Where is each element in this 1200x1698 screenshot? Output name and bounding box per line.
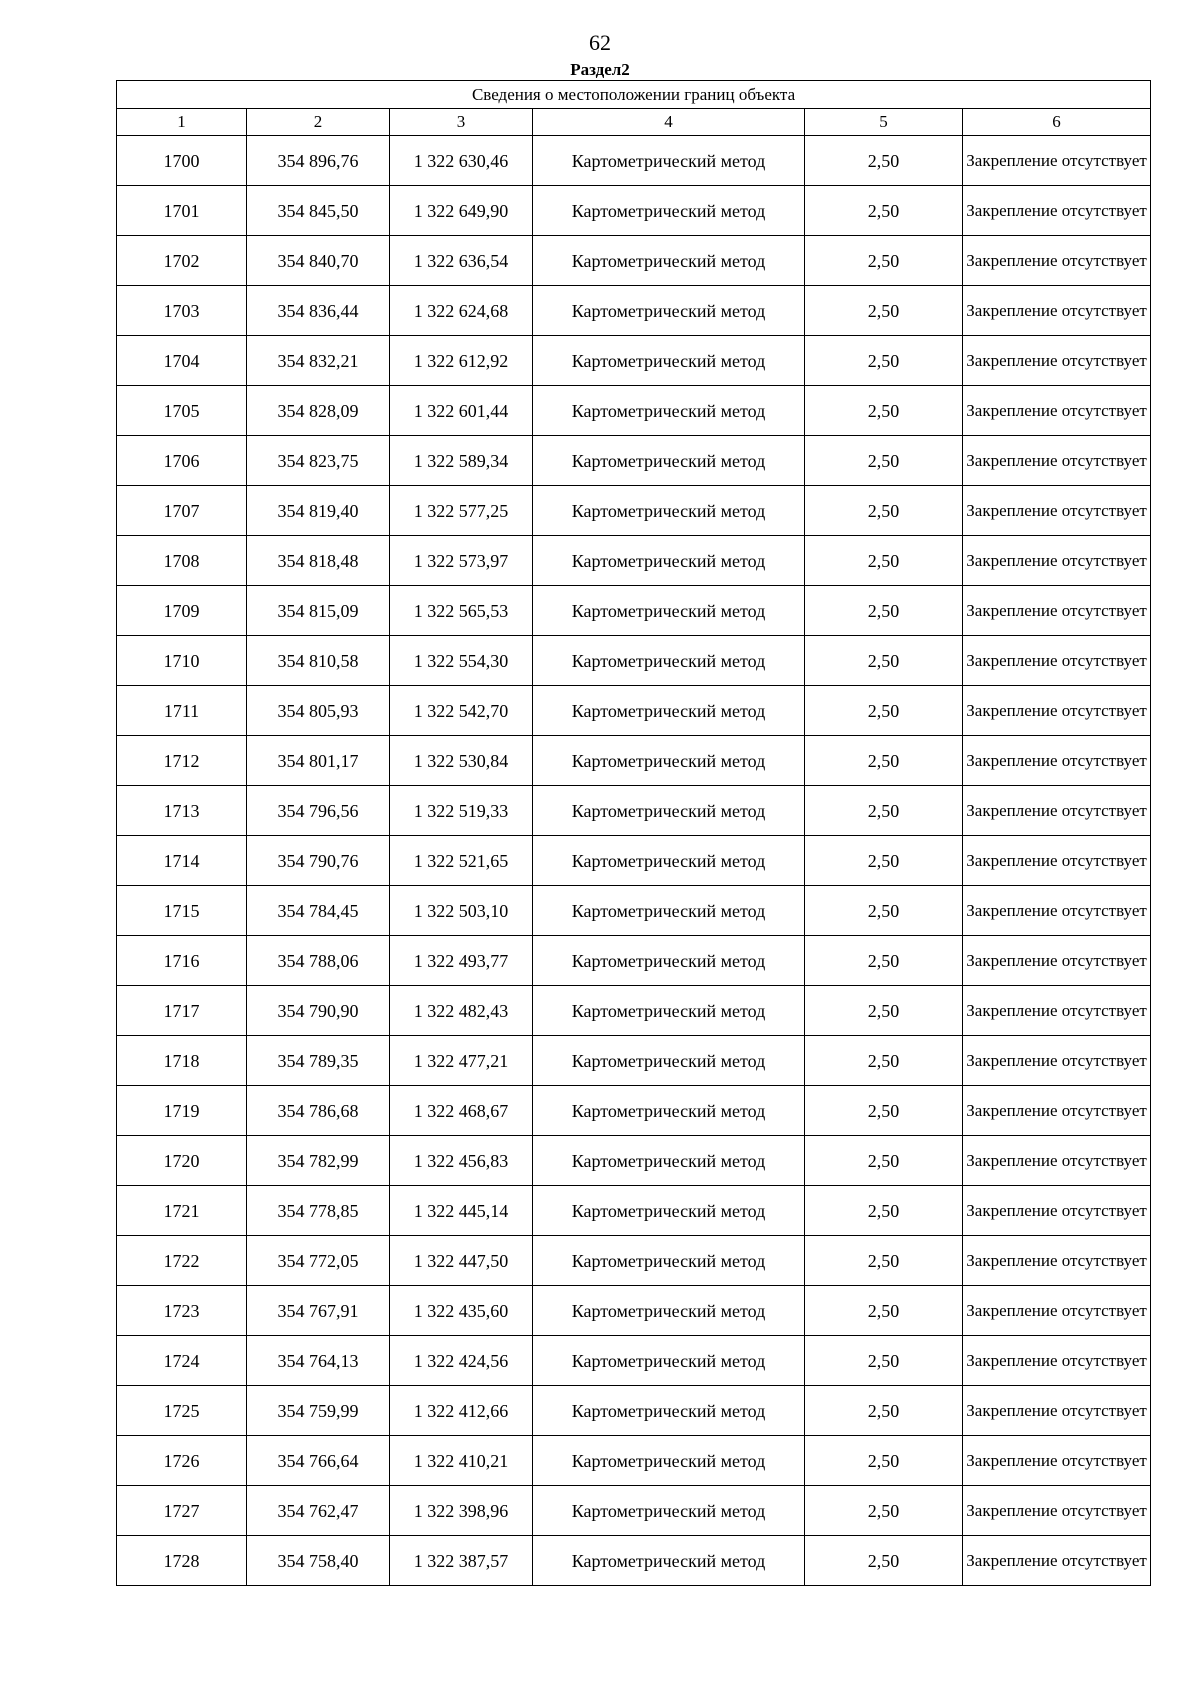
point-number-cell: 1702: [117, 236, 247, 286]
point-number-cell: 1705: [117, 386, 247, 436]
y-coordinate-cell: 1 322 387,57: [390, 1536, 533, 1586]
x-coordinate-cell: 354 788,06: [247, 936, 390, 986]
point-number-cell: 1710: [117, 636, 247, 686]
table-row: [117, 536, 1151, 586]
x-coordinate-cell: 354 784,45: [247, 886, 390, 936]
y-coordinate-cell: 1 322 601,44: [390, 386, 533, 436]
table-title: Сведения о местоположении границ объекта: [117, 81, 1151, 109]
method-cell: Картометрический метод: [533, 1436, 805, 1486]
accuracy-cell: 2,50: [805, 386, 963, 436]
accuracy-cell: 2,50: [805, 1236, 963, 1286]
method-cell: Картометрический метод: [533, 936, 805, 986]
y-coordinate-cell: 1 322 649,90: [390, 186, 533, 236]
column-header: 4: [533, 109, 805, 136]
accuracy-cell: 2,50: [805, 986, 963, 1036]
accuracy-cell: 2,50: [805, 686, 963, 736]
x-coordinate-cell: 354 772,05: [247, 1236, 390, 1286]
x-coordinate-cell: 354 840,70: [247, 236, 390, 286]
point-number-cell: 1709: [117, 586, 247, 636]
accuracy-cell: 2,50: [805, 1386, 963, 1436]
accuracy-cell: 2,50: [805, 286, 963, 336]
table-row: [117, 686, 1151, 736]
fixing-description-cell: Закрепление отсутствует: [963, 1186, 1151, 1236]
accuracy-cell: 2,50: [805, 536, 963, 586]
point-number-cell: 1707: [117, 486, 247, 536]
point-number-cell: 1720: [117, 1136, 247, 1186]
y-coordinate-cell: 1 322 565,53: [390, 586, 533, 636]
table-row: [117, 836, 1151, 886]
y-coordinate-cell: 1 322 456,83: [390, 1136, 533, 1186]
accuracy-cell: 2,50: [805, 836, 963, 886]
x-coordinate-cell: 354 758,40: [247, 1536, 390, 1586]
accuracy-cell: 2,50: [805, 1286, 963, 1336]
accuracy-cell: 2,50: [805, 1536, 963, 1586]
y-coordinate-cell: 1 322 410,21: [390, 1436, 533, 1486]
point-number-cell: 1717: [117, 986, 247, 1036]
fixing-description-cell: Закрепление отсутствует: [963, 836, 1151, 886]
table-row: [117, 936, 1151, 986]
point-number-cell: 1708: [117, 536, 247, 586]
x-coordinate-cell: 354 818,48: [247, 536, 390, 586]
method-cell: Картометрический метод: [533, 486, 805, 536]
accuracy-cell: 2,50: [805, 936, 963, 986]
table-row: [117, 1086, 1151, 1136]
x-coordinate-cell: 354 790,90: [247, 986, 390, 1036]
accuracy-cell: 2,50: [805, 1486, 963, 1536]
accuracy-cell: 2,50: [805, 1136, 963, 1186]
point-number-cell: 1711: [117, 686, 247, 736]
table-title-row: [117, 81, 1151, 109]
x-coordinate-cell: 354 805,93: [247, 686, 390, 736]
method-cell: Картометрический метод: [533, 1386, 805, 1436]
x-coordinate-cell: 354 801,17: [247, 736, 390, 786]
method-cell: Картометрический метод: [533, 886, 805, 936]
y-coordinate-cell: 1 322 577,25: [390, 486, 533, 536]
table-row: [117, 1536, 1151, 1586]
accuracy-cell: 2,50: [805, 786, 963, 836]
table-row: [117, 786, 1151, 836]
fixing-description-cell: Закрепление отсутствует: [963, 1236, 1151, 1286]
x-coordinate-cell: 354 786,68: [247, 1086, 390, 1136]
method-cell: Картометрический метод: [533, 1236, 805, 1286]
table-row: [117, 386, 1151, 436]
fixing-description-cell: Закрепление отсутствует: [963, 586, 1151, 636]
accuracy-cell: 2,50: [805, 436, 963, 486]
method-cell: Картометрический метод: [533, 386, 805, 436]
point-number-cell: 1728: [117, 1536, 247, 1586]
table-row: [117, 1036, 1151, 1086]
fixing-description-cell: Закрепление отсутствует: [963, 186, 1151, 236]
y-coordinate-cell: 1 322 554,30: [390, 636, 533, 686]
accuracy-cell: 2,50: [805, 886, 963, 936]
accuracy-cell: 2,50: [805, 636, 963, 686]
page-number: 62: [589, 30, 611, 55]
point-number-cell: 1701: [117, 186, 247, 236]
table-body: [117, 136, 1151, 1586]
accuracy-cell: 2,50: [805, 1336, 963, 1386]
x-coordinate-cell: 354 810,58: [247, 636, 390, 686]
table-row: [117, 986, 1151, 1036]
fixing-description-cell: Закрепление отсутствует: [963, 486, 1151, 536]
point-number-cell: 1704: [117, 336, 247, 386]
column-header: 3: [390, 109, 533, 136]
x-coordinate-cell: 354 896,76: [247, 136, 390, 186]
method-cell: Картометрический метод: [533, 736, 805, 786]
column-header: 5: [805, 109, 963, 136]
x-coordinate-cell: 354 836,44: [247, 286, 390, 336]
method-cell: Картометрический метод: [533, 836, 805, 886]
y-coordinate-cell: 1 322 445,14: [390, 1186, 533, 1236]
accuracy-cell: 2,50: [805, 1086, 963, 1136]
method-cell: Картометрический метод: [533, 236, 805, 286]
fixing-description-cell: Закрепление отсутствует: [963, 1136, 1151, 1186]
y-coordinate-cell: 1 322 477,21: [390, 1036, 533, 1086]
fixing-description-cell: Закрепление отсутствует: [963, 736, 1151, 786]
point-number-cell: 1724: [117, 1336, 247, 1386]
x-coordinate-cell: 354 845,50: [247, 186, 390, 236]
x-coordinate-cell: 354 764,13: [247, 1336, 390, 1386]
method-cell: Картометрический метод: [533, 686, 805, 736]
x-coordinate-cell: 354 767,91: [247, 1286, 390, 1336]
table-row: [117, 1136, 1151, 1186]
fixing-description-cell: Закрепление отсутствует: [963, 286, 1151, 336]
method-cell: Картометрический метод: [533, 1136, 805, 1186]
fixing-description-cell: Закрепление отсутствует: [963, 1036, 1151, 1086]
y-coordinate-cell: 1 322 521,65: [390, 836, 533, 886]
fixing-description-cell: Закрепление отсутствует: [963, 1486, 1151, 1536]
point-number-cell: 1722: [117, 1236, 247, 1286]
y-coordinate-cell: 1 322 424,56: [390, 1336, 533, 1386]
x-coordinate-cell: 354 796,56: [247, 786, 390, 836]
accuracy-cell: 2,50: [805, 236, 963, 286]
boundary-coordinates-table: [116, 80, 1151, 1586]
accuracy-cell: 2,50: [805, 736, 963, 786]
point-number-cell: 1713: [117, 786, 247, 836]
fixing-description-cell: Закрепление отсутствует: [963, 1286, 1151, 1336]
point-number-cell: 1726: [117, 1436, 247, 1486]
y-coordinate-cell: 1 322 435,60: [390, 1286, 533, 1336]
table-row: [117, 136, 1151, 186]
accuracy-cell: 2,50: [805, 1436, 963, 1486]
accuracy-cell: 2,50: [805, 336, 963, 386]
column-header: 1: [117, 109, 247, 136]
point-number-cell: 1715: [117, 886, 247, 936]
y-coordinate-cell: 1 322 398,96: [390, 1486, 533, 1536]
fixing-description-cell: Закрепление отсутствует: [963, 1336, 1151, 1386]
point-number-cell: 1721: [117, 1186, 247, 1236]
column-header: 2: [247, 109, 390, 136]
y-coordinate-cell: 1 322 503,10: [390, 886, 533, 936]
accuracy-cell: 2,50: [805, 1036, 963, 1086]
x-coordinate-cell: 354 815,09: [247, 586, 390, 636]
method-cell: Картометрический метод: [533, 186, 805, 236]
table-row: [117, 436, 1151, 486]
point-number-cell: 1706: [117, 436, 247, 486]
point-number-cell: 1700: [117, 136, 247, 186]
table-row: [117, 736, 1151, 786]
fixing-description-cell: Закрепление отсутствует: [963, 386, 1151, 436]
y-coordinate-cell: 1 322 530,84: [390, 736, 533, 786]
table-header-row: [117, 109, 1151, 136]
fixing-description-cell: Закрепление отсутствует: [963, 1386, 1151, 1436]
point-number-cell: 1716: [117, 936, 247, 986]
fixing-description-cell: Закрепление отсутствует: [963, 436, 1151, 486]
fixing-description-cell: Закрепление отсутствует: [963, 786, 1151, 836]
fixing-description-cell: Закрепление отсутствует: [963, 886, 1151, 936]
y-coordinate-cell: 1 322 493,77: [390, 936, 533, 986]
x-coordinate-cell: 354 832,21: [247, 336, 390, 386]
x-coordinate-cell: 354 823,75: [247, 436, 390, 486]
x-coordinate-cell: 354 766,64: [247, 1436, 390, 1486]
fixing-description-cell: Закрепление отсутствует: [963, 1436, 1151, 1486]
fixing-description-cell: Закрепление отсутствует: [963, 336, 1151, 386]
section-label: Раздел2: [570, 60, 630, 79]
table-row: [117, 636, 1151, 686]
x-coordinate-cell: 354 759,99: [247, 1386, 390, 1436]
point-number-cell: 1712: [117, 736, 247, 786]
point-number-cell: 1703: [117, 286, 247, 336]
method-cell: Картометрический метод: [533, 636, 805, 686]
method-cell: Картометрический метод: [533, 436, 805, 486]
method-cell: Картометрический метод: [533, 1536, 805, 1586]
x-coordinate-cell: 354 790,76: [247, 836, 390, 886]
table-row: [117, 486, 1151, 536]
point-number-cell: 1723: [117, 1286, 247, 1336]
fixing-description-cell: Закрепление отсутствует: [963, 686, 1151, 736]
table-row: [117, 1236, 1151, 1286]
y-coordinate-cell: 1 322 447,50: [390, 1236, 533, 1286]
accuracy-cell: 2,50: [805, 136, 963, 186]
table-row: [117, 1486, 1151, 1536]
x-coordinate-cell: 354 819,40: [247, 486, 390, 536]
y-coordinate-cell: 1 322 630,46: [390, 136, 533, 186]
table-row: [117, 1186, 1151, 1236]
y-coordinate-cell: 1 322 468,67: [390, 1086, 533, 1136]
y-coordinate-cell: 1 322 589,34: [390, 436, 533, 486]
method-cell: Картометрический метод: [533, 1036, 805, 1086]
method-cell: Картометрический метод: [533, 536, 805, 586]
y-coordinate-cell: 1 322 573,97: [390, 536, 533, 586]
x-coordinate-cell: 354 828,09: [247, 386, 390, 436]
method-cell: Картометрический метод: [533, 136, 805, 186]
method-cell: Картометрический метод: [533, 986, 805, 1036]
x-coordinate-cell: 354 762,47: [247, 1486, 390, 1536]
fixing-description-cell: Закрепление отсутствует: [963, 986, 1151, 1036]
fixing-description-cell: Закрепление отсутствует: [963, 136, 1151, 186]
method-cell: Картометрический метод: [533, 1286, 805, 1336]
method-cell: Картометрический метод: [533, 336, 805, 386]
y-coordinate-cell: 1 322 542,70: [390, 686, 533, 736]
accuracy-cell: 2,50: [805, 586, 963, 636]
method-cell: Картометрический метод: [533, 1086, 805, 1136]
method-cell: Картометрический метод: [533, 786, 805, 836]
method-cell: Картометрический метод: [533, 1186, 805, 1236]
fixing-description-cell: Закрепление отсутствует: [963, 1536, 1151, 1586]
table-row: [117, 586, 1151, 636]
fixing-description-cell: Закрепление отсутствует: [963, 936, 1151, 986]
method-cell: Картометрический метод: [533, 586, 805, 636]
method-cell: Картометрический метод: [533, 286, 805, 336]
table-row: [117, 1286, 1151, 1336]
point-number-cell: 1727: [117, 1486, 247, 1536]
y-coordinate-cell: 1 322 636,54: [390, 236, 533, 286]
x-coordinate-cell: 354 778,85: [247, 1186, 390, 1236]
table-row: [117, 1336, 1151, 1386]
fixing-description-cell: Закрепление отсутствует: [963, 1086, 1151, 1136]
accuracy-cell: 2,50: [805, 186, 963, 236]
point-number-cell: 1718: [117, 1036, 247, 1086]
y-coordinate-cell: 1 322 519,33: [390, 786, 533, 836]
fixing-description-cell: Закрепление отсутствует: [963, 536, 1151, 586]
table-row: [117, 186, 1151, 236]
method-cell: Картометрический метод: [533, 1336, 805, 1386]
point-number-cell: 1725: [117, 1386, 247, 1436]
table-row: [117, 236, 1151, 286]
y-coordinate-cell: 1 322 624,68: [390, 286, 533, 336]
point-number-cell: 1719: [117, 1086, 247, 1136]
y-coordinate-cell: 1 322 482,43: [390, 986, 533, 1036]
table-row: [117, 1436, 1151, 1486]
y-coordinate-cell: 1 322 612,92: [390, 336, 533, 386]
fixing-description-cell: Закрепление отсутствует: [963, 236, 1151, 286]
fixing-description-cell: Закрепление отсутствует: [963, 636, 1151, 686]
table-row: [117, 886, 1151, 936]
table-row: [117, 286, 1151, 336]
table-row: [117, 336, 1151, 386]
accuracy-cell: 2,50: [805, 486, 963, 536]
table-row: [117, 1386, 1151, 1436]
x-coordinate-cell: 354 789,35: [247, 1036, 390, 1086]
accuracy-cell: 2,50: [805, 1186, 963, 1236]
point-number-cell: 1714: [117, 836, 247, 886]
method-cell: Картометрический метод: [533, 1486, 805, 1536]
y-coordinate-cell: 1 322 412,66: [390, 1386, 533, 1436]
column-header: 6: [963, 109, 1151, 136]
x-coordinate-cell: 354 782,99: [247, 1136, 390, 1186]
